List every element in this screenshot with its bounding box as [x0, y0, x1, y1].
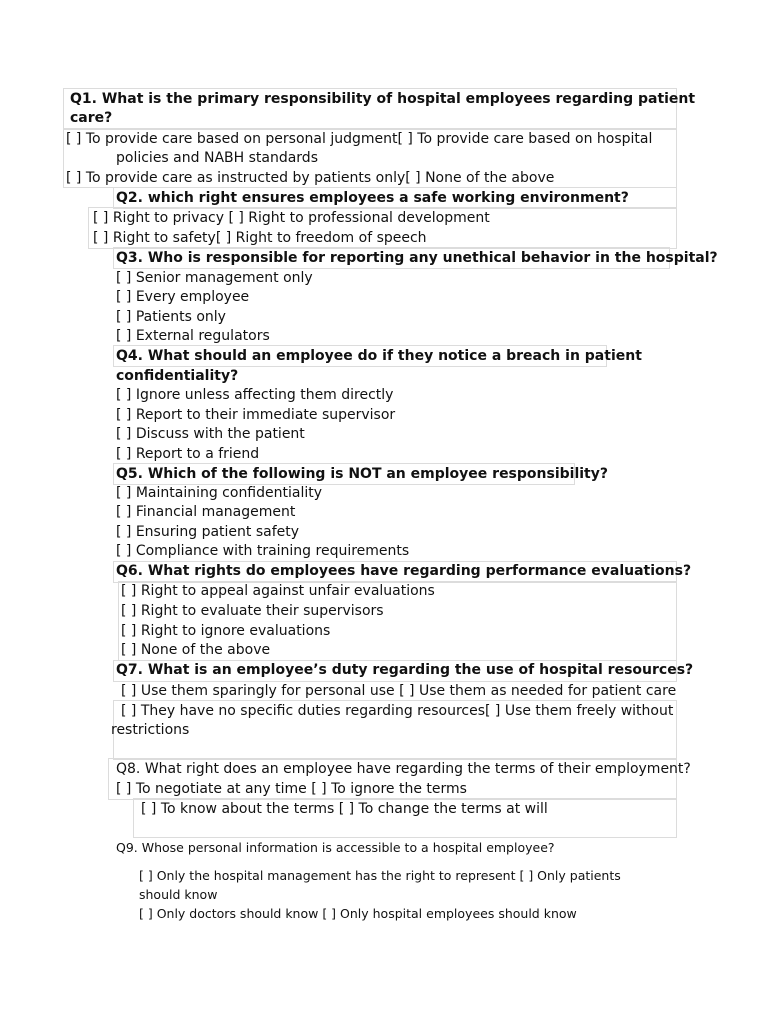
- q5-option[interactable]: [ ] Financial management: [116, 504, 296, 520]
- q7-option-line[interactable]: [ ] Use them sparingly for personal use [ ] Use them as needed for patient care: [121, 683, 677, 699]
- q8-option-line[interactable]: [ ] To negotiate at any time [ ] To ignore the terms: [116, 781, 467, 797]
- q3-option[interactable]: [ ] Patients only: [116, 309, 226, 325]
- q1-title-cont: care?: [70, 110, 113, 126]
- q5-option[interactable]: [ ] Ensuring patient safety: [116, 524, 300, 540]
- q3-option[interactable]: [ ] Senior management only: [116, 270, 313, 286]
- q7-title: Q7. What is an employee’s duty regarding the use of hospital resources?: [116, 662, 694, 678]
- q1-option-line: policies and NABH standards: [116, 150, 318, 166]
- q3-title: Q3. Who is responsible for reporting any unethical behavior in the hospital?: [116, 250, 718, 266]
- q8-option-line[interactable]: [ ] To know about the terms [ ] To change the terms at will: [141, 801, 548, 817]
- q1-option-line[interactable]: [ ] To provide care based on personal judgment[ ] To provide care based on hospital: [66, 131, 653, 147]
- q5-option[interactable]: [ ] Compliance with training requirements: [116, 543, 410, 559]
- q4-title: Q4. What should an employee do if they notice a breach in patient: [116, 348, 642, 364]
- q4-option[interactable]: [ ] Report to their immediate supervisor: [116, 407, 396, 423]
- q9-title: Q9. Whose personal information is accessible to a hospital employee?: [116, 840, 555, 855]
- q9-option-line: should know: [139, 887, 218, 902]
- q9-option-line[interactable]: [ ] Only the hospital management has the right to represent [ ] Only patients: [139, 868, 621, 883]
- q5-option[interactable]: [ ] Maintaining confidentiality: [116, 485, 323, 501]
- q4-option[interactable]: [ ] Ignore unless affecting them directly: [116, 387, 394, 403]
- q3-option[interactable]: [ ] Every employee: [116, 289, 250, 305]
- q9-option-line[interactable]: [ ] Only doctors should know [ ] Only hospital employees should know: [139, 906, 577, 921]
- q2-option-line[interactable]: [ ] Right to safety[ ] Right to freedom of speech: [93, 230, 427, 246]
- q1-option-line[interactable]: [ ] To provide care as instructed by patients only[ ] None of the above: [66, 170, 555, 186]
- q6-option[interactable]: [ ] Right to appeal against unfair evaluations: [121, 583, 435, 599]
- q8-title: Q8. What right does an employee have regarding the terms of their employment?: [116, 761, 691, 777]
- q6-title: Q6. What rights do employees have regarding performance evaluations?: [116, 563, 692, 579]
- q5-title: Q5. Which of the following is NOT an employee responsibility?: [116, 466, 608, 482]
- q4-title-cont: confidentiality?: [116, 368, 239, 384]
- q7-option-line[interactable]: [ ] They have no specific duties regarding resources[ ] Use them freely without: [121, 703, 674, 719]
- q1-title: Q1. What is the primary responsibility of hospital employees regarding patient: [70, 91, 696, 107]
- q7-option-line: restrictions: [111, 722, 190, 738]
- q3-option[interactable]: [ ] External regulators: [116, 328, 270, 344]
- q4-option[interactable]: [ ] Report to a friend: [116, 446, 260, 462]
- q2-title: Q2. which right ensures employees a safe working environment?: [116, 190, 629, 206]
- q2-option-line[interactable]: [ ] Right to privacy [ ] Right to professional development: [93, 210, 490, 226]
- q4-option[interactable]: [ ] Discuss with the patient: [116, 426, 305, 442]
- q6-option[interactable]: [ ] Right to evaluate their supervisors: [121, 603, 384, 619]
- q6-option[interactable]: [ ] Right to ignore evaluations: [121, 623, 331, 639]
- q6-option[interactable]: [ ] None of the above: [121, 642, 271, 658]
